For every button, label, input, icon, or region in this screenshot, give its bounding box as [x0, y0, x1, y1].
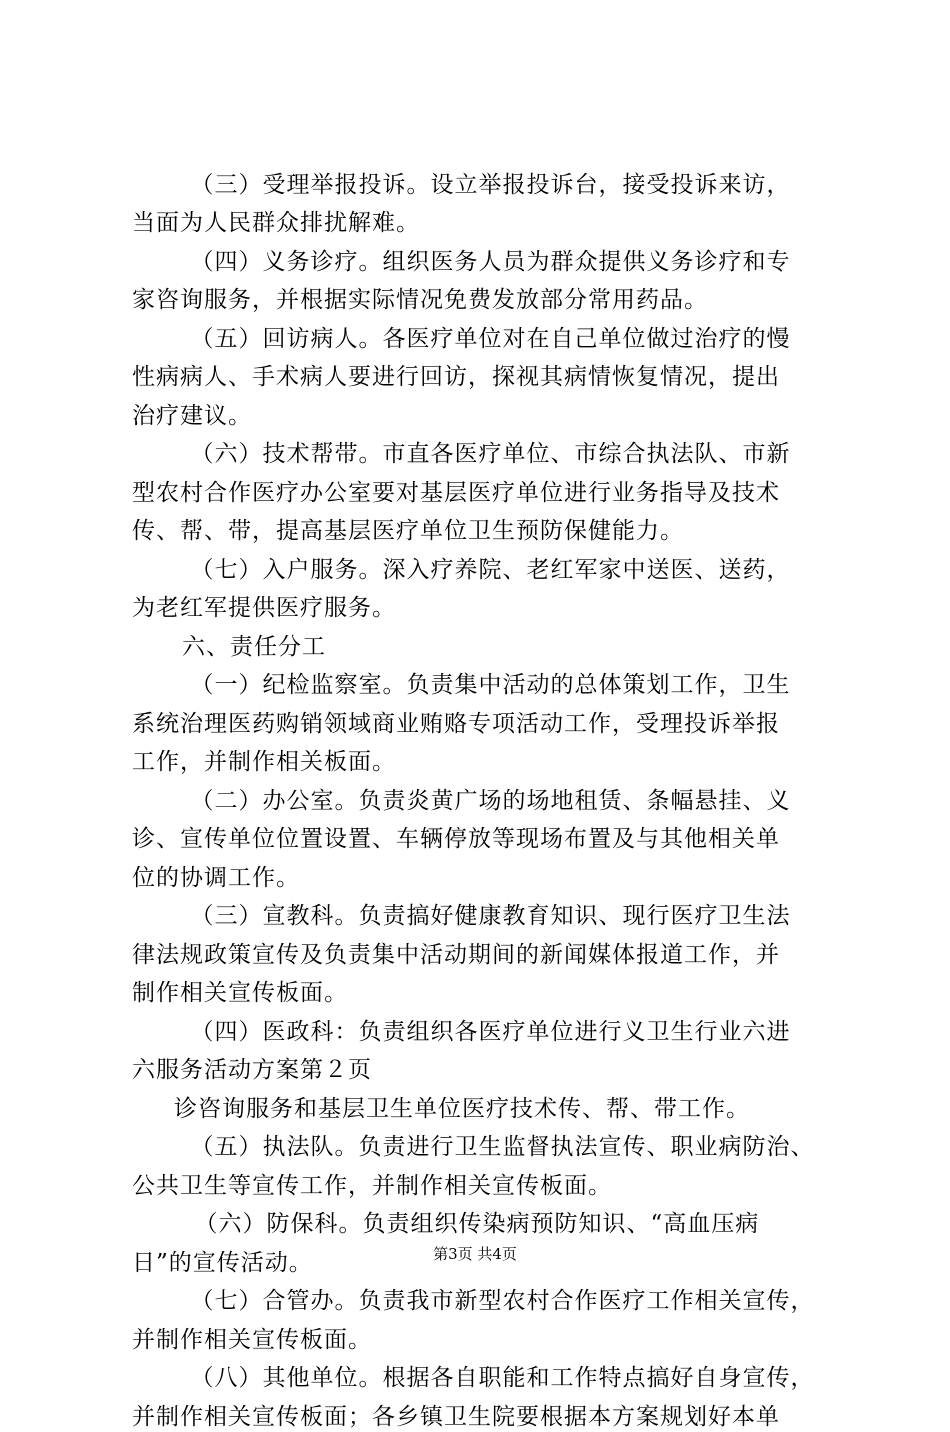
text-line: 公共卫生等宣传工作，并制作相关宣传板面。	[132, 1173, 612, 1199]
text-line: （二）办公室。负责炎黄广场的场地租赁、条幅悬挂、义	[178, 788, 791, 814]
text-line: 当面为人民群众排扰解难。	[132, 210, 420, 236]
text-line: 型农村合作医疗办公室要对基层医疗单位进行业务指导及技术	[132, 480, 780, 506]
text-line: 性病病人、手术病人要进行回访，探视其病情恢复情况，提出	[132, 364, 780, 390]
text-line: 治疗建议。	[132, 403, 252, 429]
text-line: （六）技术帮带。市直各医疗单位、市综合执法队、市新	[178, 441, 791, 467]
text-line: （三）受理举报投诉。设立举报投诉台，接受投诉来访，	[178, 172, 791, 198]
text-line: 传、帮、带，提高基层医疗单位卫生预防保健能力。	[132, 518, 684, 544]
text-line: 位的协调工作。	[132, 865, 300, 891]
text-line: 诊咨询服务和基层卫生单位医疗技术传、帮、带工作。	[150, 1096, 750, 1122]
text-line: （四）义务诊疗。组织医务人员为群众提供义务诊疗和专	[178, 249, 791, 275]
text-line: 系统治理医药购销领域商业贿赂专项活动工作，受理投诉举报	[132, 711, 780, 737]
text-line: 工作，并制作相关板面。	[132, 749, 396, 775]
text-line: （三）宣教科。负责搞好健康教育知识、现行医疗卫生法	[178, 903, 791, 929]
text-line: （八）其他单位。根据各自职能和工作特点搞好自身宣传，	[178, 1365, 815, 1391]
text-line: （五）回访病人。各医疗单位对在自己单位做过治疗的慢	[178, 326, 791, 352]
text-line: 为老红军提供医疗服务。	[132, 595, 396, 621]
text-line: 诊、宣传单位位置设置、车辆停放等现场布置及与其他相关单	[132, 826, 780, 852]
text-line: （一）纪检监察室。负责集中活动的总体策划工作，卫生	[178, 672, 791, 698]
text-line: （四）医政科：负责组织各医疗单位进行义卫生行业六进	[178, 1019, 791, 1045]
text-line: 并制作相关宣传板面。	[132, 1327, 372, 1353]
text-line: 律法规政策宣传及负责集中活动期间的新闻媒体报道工作，并	[132, 942, 780, 968]
text-line: （七）合管办。负责我市新型农村合作医疗工作相关宣传，	[178, 1288, 815, 1314]
text-line: 日”的宣传活动。	[132, 1250, 313, 1276]
text-line: （六）防保科。负责组织传染病预防知识、“高血压病	[182, 1211, 760, 1237]
section-heading: 六、责任分工	[158, 634, 326, 660]
text-line: 六服务活动方案第２页	[132, 1057, 372, 1083]
text-line: 制作相关宣传板面。	[132, 980, 348, 1006]
text-line: 家咨询服务，并根据实际情况免费发放部分常用药品。	[132, 287, 708, 313]
text-line: 并制作相关宣传板面；各乡镇卫生院要根据本方案规划好本单	[132, 1404, 780, 1430]
text-line: （五）执法队。负责进行卫生监督执法宣传、职业病防治、	[178, 1134, 815, 1160]
text-line: （七）入户服务。深入疗养院、老红军家中送医、送药，	[178, 557, 791, 583]
page-footer: 第3页 共4页	[433, 1245, 517, 1263]
